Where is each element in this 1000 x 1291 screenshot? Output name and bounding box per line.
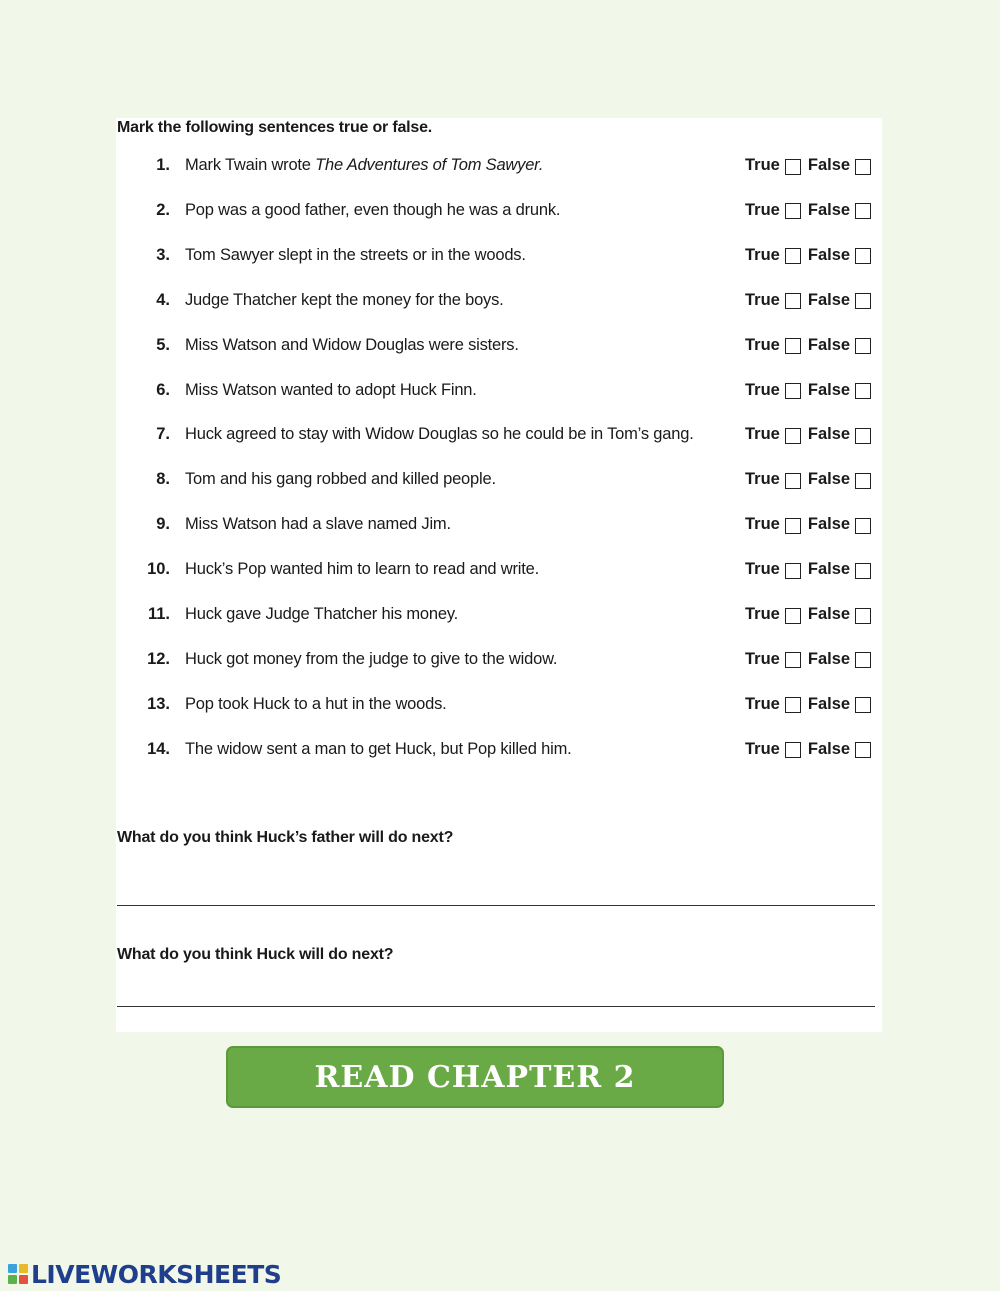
question-row xyxy=(0,379,1000,409)
true-false-choice xyxy=(745,738,871,760)
question-text xyxy=(185,513,451,535)
question-text xyxy=(185,289,504,311)
true-checkbox[interactable] xyxy=(785,248,801,264)
true-false-choice xyxy=(745,289,871,311)
false-checkbox[interactable] xyxy=(855,203,871,219)
false-checkbox[interactable] xyxy=(855,338,871,354)
true-label: True xyxy=(745,515,780,534)
logo-tile xyxy=(19,1275,28,1284)
false-checkbox[interactable] xyxy=(855,473,871,489)
true-checkbox[interactable] xyxy=(785,159,801,175)
question-text-plain: Tom Sawyer slept in the streets or in the woods. xyxy=(185,245,526,264)
question-text-plain: Miss Watson and Widow Douglas were sisters. xyxy=(185,335,519,354)
true-label: True xyxy=(745,649,780,668)
question-number: 8. xyxy=(156,470,170,489)
answer-line-father[interactable] xyxy=(117,905,875,906)
question-text xyxy=(185,468,496,490)
true-label: True xyxy=(745,739,780,758)
question-row xyxy=(0,154,1000,184)
true-false-choice xyxy=(745,468,871,490)
question-row xyxy=(0,423,1000,453)
question-text xyxy=(185,334,519,356)
question-number: 4. xyxy=(156,290,170,309)
question-text-plain: Mark Twain wrote xyxy=(185,156,316,174)
false-label: False xyxy=(807,425,851,444)
true-false-choice xyxy=(745,334,871,356)
question-number: 7. xyxy=(156,425,170,444)
false-checkbox[interactable] xyxy=(855,697,871,713)
true-label: True xyxy=(745,335,780,354)
question-text xyxy=(185,423,694,445)
false-checkbox[interactable] xyxy=(855,293,871,309)
question-text-plain: Huck’s Pop wanted him to learn to read and write. xyxy=(185,560,540,579)
question-text xyxy=(185,648,557,670)
true-checkbox[interactable] xyxy=(785,652,801,668)
false-checkbox[interactable] xyxy=(855,608,871,624)
false-checkbox[interactable] xyxy=(855,742,871,758)
question-row xyxy=(0,468,1000,498)
true-label: True xyxy=(745,290,780,309)
true-checkbox[interactable] xyxy=(785,697,801,713)
true-label: True xyxy=(745,560,780,579)
false-label: False xyxy=(807,156,851,174)
question-row xyxy=(0,289,1000,319)
true-false-choice xyxy=(745,154,871,176)
true-checkbox[interactable] xyxy=(785,608,801,624)
false-label: False xyxy=(807,739,851,758)
question-text-plain: The widow sent a man to get Huck, but Pop killed him. xyxy=(185,739,572,758)
true-false-choice xyxy=(745,513,871,535)
question-text-plain: Huck gave Judge Thatcher his money. xyxy=(185,605,459,623)
question-text-plain: Miss Watson wanted to adopt Huck Finn. xyxy=(185,380,477,399)
false-label: False xyxy=(807,649,851,668)
false-checkbox[interactable] xyxy=(855,518,871,534)
true-label: True xyxy=(745,425,780,444)
liveworksheets-logo-icon xyxy=(8,1264,28,1284)
true-false-choice xyxy=(745,648,871,670)
question-row xyxy=(0,738,1000,768)
question-text xyxy=(185,244,526,266)
true-checkbox[interactable] xyxy=(785,428,801,444)
question-text-plain: Pop took Huck to a hut in the woods. xyxy=(185,694,447,713)
question-row xyxy=(0,199,1000,229)
question-row xyxy=(0,693,1000,723)
true-checkbox[interactable] xyxy=(785,383,801,399)
question-number: 12. xyxy=(147,649,170,668)
prompt-father: What do you think Huck’s father will do next? xyxy=(117,829,454,846)
question-text-plain: Huck agreed to stay with Widow Douglas so he could be in Tom’s gang. xyxy=(185,425,694,444)
true-false-choice xyxy=(745,379,871,401)
false-checkbox[interactable] xyxy=(855,383,871,399)
false-label: False xyxy=(807,290,851,309)
false-checkbox[interactable] xyxy=(855,563,871,579)
logo-tile xyxy=(8,1264,17,1273)
question-text-plain: Miss Watson had a slave named Jim. xyxy=(185,515,451,534)
true-false-choice xyxy=(745,244,871,266)
question-number: 11. xyxy=(147,605,170,623)
false-label: False xyxy=(807,380,851,399)
false-label: False xyxy=(807,694,851,713)
true-checkbox[interactable] xyxy=(785,293,801,309)
question-number: 5. xyxy=(156,335,170,354)
question-text-plain: Tom and his gang robbed and killed people. xyxy=(185,470,496,489)
prompt-huck: What do you think Huck will do next? xyxy=(117,946,394,963)
question-row xyxy=(0,244,1000,274)
true-false-choice xyxy=(745,558,871,580)
true-checkbox[interactable] xyxy=(785,563,801,579)
true-false-choice xyxy=(745,423,871,445)
question-text-plain: Huck got money from the judge to give to the widow. xyxy=(185,649,558,668)
false-checkbox[interactable] xyxy=(855,428,871,444)
question-text xyxy=(185,738,572,760)
question-text xyxy=(185,154,543,176)
true-label: True xyxy=(745,380,780,399)
logo-tile xyxy=(19,1264,28,1273)
true-checkbox[interactable] xyxy=(785,338,801,354)
true-label: True xyxy=(745,245,780,264)
question-text-italic: The Adventures of Tom Sawyer. xyxy=(315,156,544,174)
false-label: False xyxy=(807,560,851,579)
false-label: False xyxy=(807,470,851,489)
question-number: 6. xyxy=(156,380,170,399)
false-label: False xyxy=(807,245,851,264)
false-checkbox[interactable] xyxy=(855,248,871,264)
question-text-plain: Judge Thatcher kept the money for the boys. xyxy=(185,290,504,309)
question-row xyxy=(0,334,1000,364)
question-row xyxy=(0,648,1000,678)
answer-line-huck[interactable] xyxy=(117,1006,875,1007)
true-checkbox[interactable] xyxy=(785,203,801,219)
question-number: 1. xyxy=(156,156,170,174)
question-number: 3. xyxy=(156,245,170,264)
question-text xyxy=(185,603,458,625)
logo-tile xyxy=(8,1275,17,1284)
question-text xyxy=(185,199,560,221)
true-label: True xyxy=(745,156,780,174)
false-checkbox[interactable] xyxy=(855,159,871,175)
true-label: True xyxy=(745,605,780,623)
question-number: 13. xyxy=(147,694,170,713)
question-text xyxy=(185,558,539,580)
true-checkbox[interactable] xyxy=(785,473,801,489)
true-false-choice xyxy=(745,199,871,221)
read-chapter-button[interactable]: READ CHAPTER 2 xyxy=(226,1046,724,1108)
question-row xyxy=(0,513,1000,543)
true-label: True xyxy=(745,694,780,713)
true-checkbox[interactable] xyxy=(785,742,801,758)
false-label: False xyxy=(807,200,851,219)
true-checkbox[interactable] xyxy=(785,518,801,534)
true-false-choice xyxy=(745,693,871,715)
liveworksheets-brand xyxy=(8,1261,281,1287)
true-label: True xyxy=(745,470,780,489)
false-label: False xyxy=(807,605,851,623)
question-text-plain: Pop was a good father, even though he was a drunk. xyxy=(185,200,561,219)
question-number: 14. xyxy=(147,739,170,758)
question-number: 9. xyxy=(156,515,170,534)
question-text xyxy=(185,693,447,715)
instructions-heading: Mark the following sentences true or false. xyxy=(117,119,433,136)
false-checkbox[interactable] xyxy=(855,652,871,668)
false-label: False xyxy=(807,335,851,354)
brand-text: LIVEWORKSHEETS xyxy=(31,1259,282,1289)
true-label: True xyxy=(745,200,780,219)
question-row xyxy=(0,603,1000,633)
true-false-choice xyxy=(745,603,871,625)
question-text xyxy=(185,379,477,401)
question-number: 10. xyxy=(147,560,170,579)
question-row xyxy=(0,558,1000,588)
false-label: False xyxy=(807,515,851,534)
question-number: 2. xyxy=(156,200,170,219)
